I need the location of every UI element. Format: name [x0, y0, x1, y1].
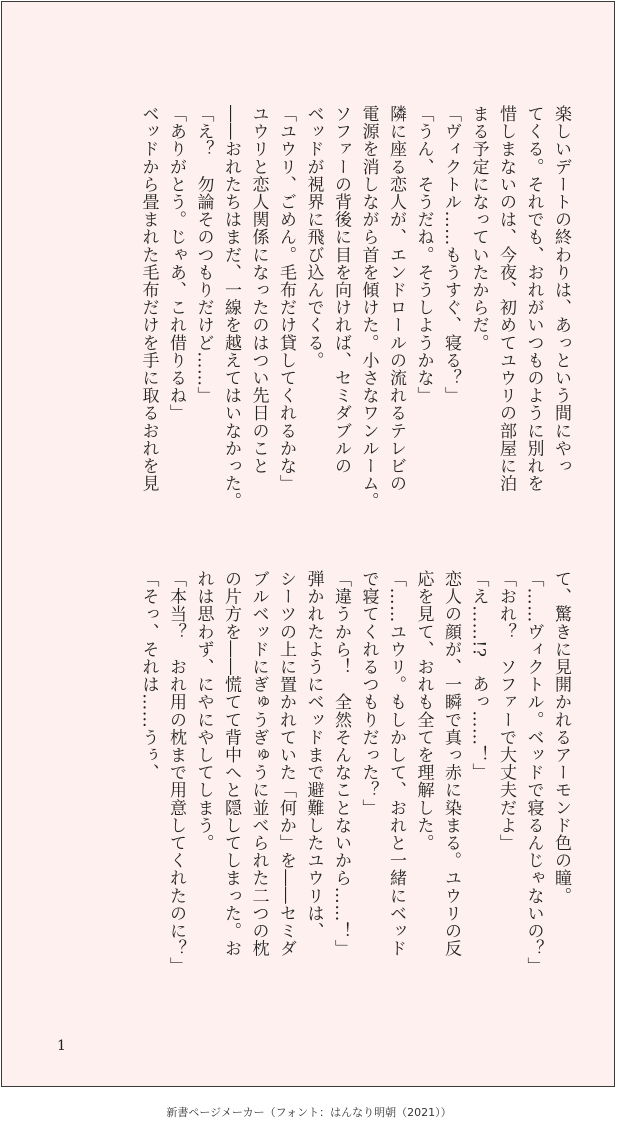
text-line: て、驚きに見開かれるアーモンド色の瞳。 — [551, 570, 571, 905]
footer-credit: 新書ページメーカー（フォント：はんなり明朝（2021）） — [166, 1106, 452, 1119]
text-line: 「おれ？ ソファーで大丈夫だよ」 — [496, 570, 516, 852]
text-line: 応を見て、おれも全てを理解した。 — [413, 570, 434, 852]
text-line: てくる。それでも、おれがいつものように別れを — [523, 105, 544, 493]
text-line: 電源を消しながら首を傾けた。小さなワンルーム。 — [358, 105, 379, 510]
text-line: 「え？ 勿論そのつもりだけど……」 — [193, 105, 214, 405]
text-line: 惜しまないのは、今夜、初めてユウリの部屋に泊 — [496, 105, 516, 493]
text-block-top — [134, 105, 574, 535]
text-line: 「ヴィクトル……もうすぐ、寝る？」 — [441, 105, 461, 405]
text-line: ユウリと恋人関係になったのはつい先日のこと — [248, 105, 269, 475]
page-number: 1 — [57, 1038, 66, 1054]
text-line: れは思わず、にやにやしてしまう。 — [193, 570, 214, 852]
text-line: 「ありがとう。じゃあ、これ借りるね」 — [166, 105, 186, 422]
text-line: ブルベッドにぎゅうぎゅうに並べられた二つの枕 — [248, 570, 269, 958]
text-line: シーツの上に置かれていた「何か」を――セミダ — [276, 570, 296, 958]
text-block-bottom — [134, 570, 574, 1010]
text-line: 「本当？ おれ用の枕まで用意してくれたのに？」 — [166, 570, 186, 975]
text-line: の片方を――慌てて背中へと隠してしまった。お — [221, 570, 241, 958]
text-line: 「え……!? あっ……！」 — [468, 570, 489, 781]
text-line: 隣に座る恋人が、エンドロールの流れるテレビの — [386, 105, 406, 493]
book-page — [1, 1, 615, 1087]
text-line: 楽しいデートの終わりは、あっという間にやっ — [551, 105, 571, 475]
text-line: 恋人の顔が、一瞬で真っ赤に染まる。ユウリの反 — [441, 570, 461, 958]
text-line: ――おれたちはまだ、一線を越えてはいなかった。 — [221, 105, 241, 510]
text-line: 「……ヴィクトル。ベッドで寝るんじゃないの？」 — [523, 570, 544, 975]
text-line: 「そっ、それは……うぅ、 — [138, 570, 159, 782]
text-line: 弾かれたようにベッドまで避難したユウリは、 — [303, 570, 324, 940]
text-line: 「うん、そうだね。そうしようかな」 — [413, 105, 434, 405]
text-line: まる予定になっていたからだ。 — [468, 105, 489, 352]
text-line: 「ユウリ、ごめん。毛布だけ貸してくれるかな」 — [276, 105, 296, 493]
text-line: ベッドから畳まれた毛布だけを手に取るおれを見 — [138, 105, 159, 493]
text-line: 「違うから！ 全然そんなことないから……！」 — [331, 570, 351, 958]
text-line: 「……ユウリ。もしかして、おれと一緒にベッド — [386, 570, 406, 958]
text-line: ベッドが視界に飛び込んでくる。 — [303, 105, 324, 369]
text-line: ソファーの背後に目を向ければ、セミダブルの — [331, 105, 351, 475]
text-line: で寝てくれるつもりだった？」 — [358, 570, 379, 817]
